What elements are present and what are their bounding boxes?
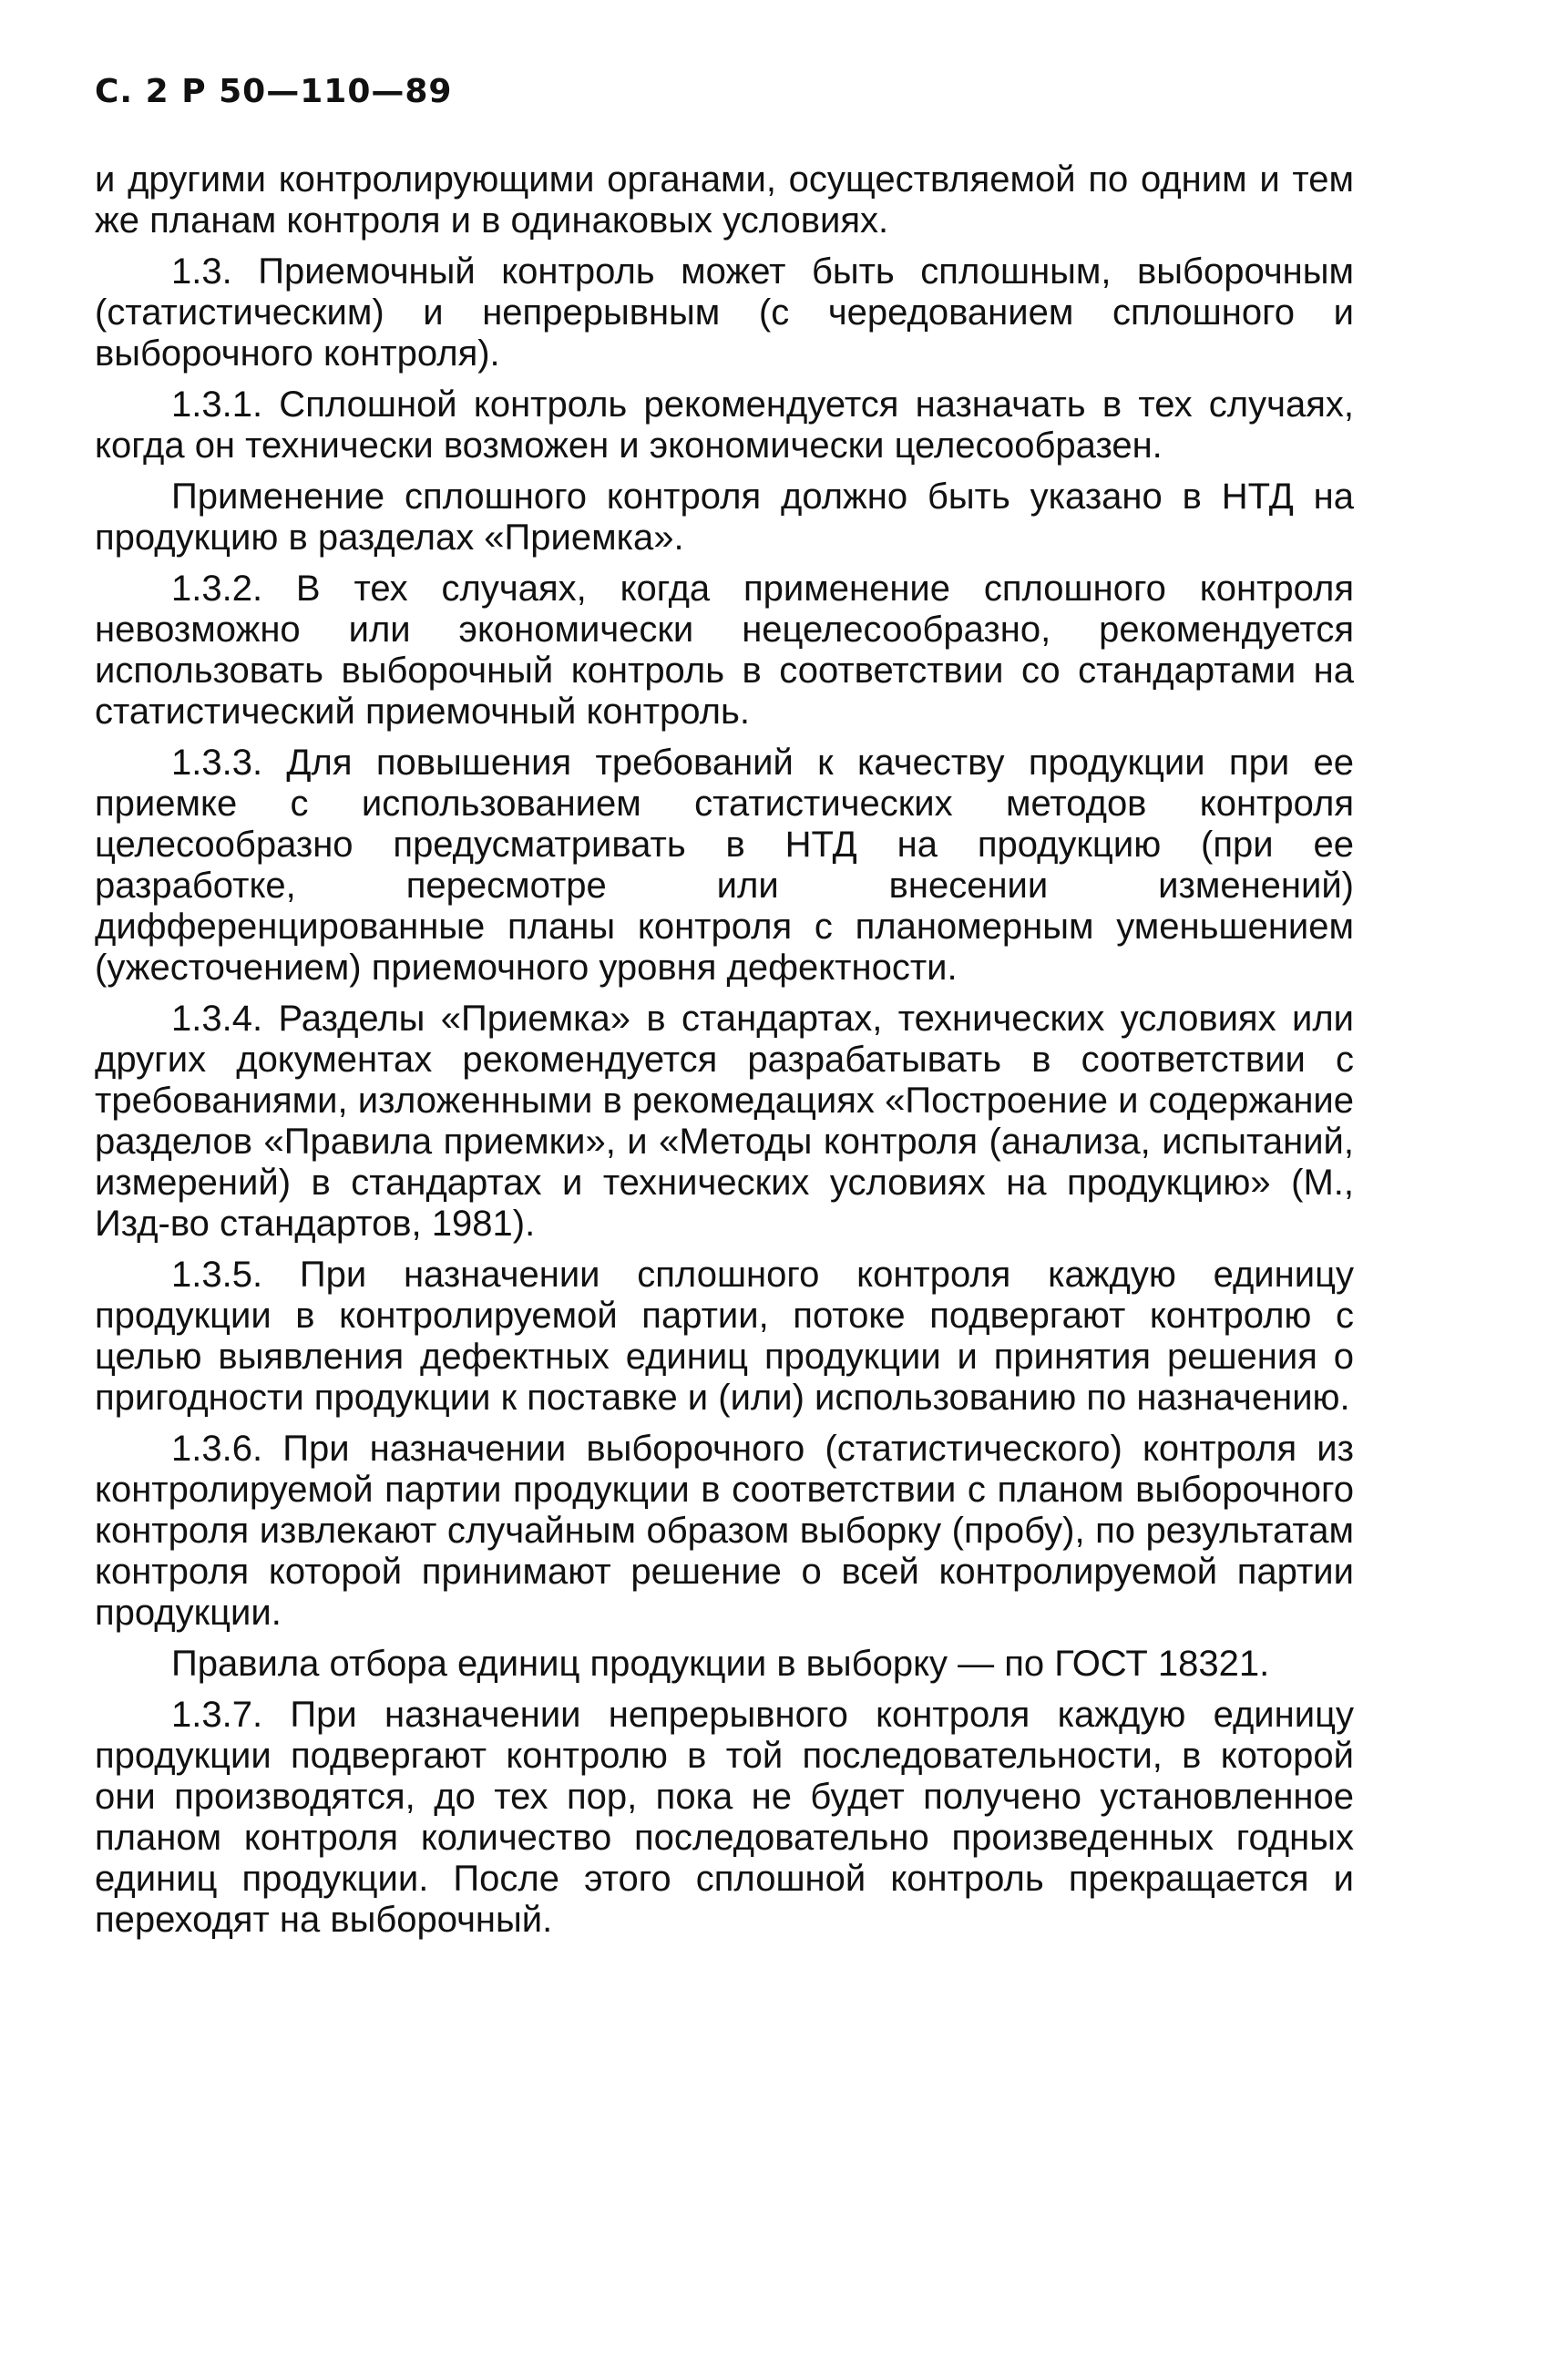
document-body xyxy=(95,159,1354,1951)
paragraph-1-3-6: 1.3.6. При назначении выборочного (статистического) контроля из контролируемой партии продукции в соответствии с планом выборочного контроля извлекают случайным образом выборку (пробу), по результатам контроля которой принимают решение о всей контролируемой партии продукции. xyxy=(95,1429,1354,1633)
paragraph-continuation: и другими контролирующими органами, осуществляемой по одним и тем же планам контроля и в одинаковых условиях. xyxy=(95,159,1354,241)
paragraph-1-3-1: 1.3.1. Сплошной контроль рекомендуется назначать в тех случаях, когда он технически возможен и экономически целесообразен. xyxy=(95,384,1354,466)
page-header: С. 2 Р 50—110—89 xyxy=(95,73,453,110)
paragraph-1-3: 1.3. Приемочный контроль может быть сплошным, выборочным (статистическим) и непрерывным (с чередованием сплошного и выборочного контроля). xyxy=(95,251,1354,374)
paragraph-1-3-3: 1.3.3. Для повышения требований к качеству продукции при ее приемке с использованием статистических методов контроля целесообразно предусматривать в НТД на продукцию (при ее разработке, пересмотре или внесении изменений) дифференцированные планы контроля с планомерным уменьшением (ужесточением) приемочного уровня дефектности. xyxy=(95,743,1354,988)
paragraph-sampling-rules: Правила отбора единиц продукции в выборку — по ГОСТ 18321. xyxy=(171,1644,1270,1684)
paragraph-1-3-7: 1.3.7. При назначении непрерывного контроля каждую единицу продукции подвергают контролю в той последовательности, в которой они производятся, до тех пор, пока не будет получено установленное планом контроля количество последовательно произведенных годных единиц продукции. После этого сплошной контроль прекращается и переходят на выборочный. xyxy=(95,1695,1354,1940)
paragraph-ntd-application: Применение сплошного контроля должно быть указано в НТД на продукцию в разделах «Приемка». xyxy=(95,477,1354,558)
paragraph-1-3-4: 1.3.4. Разделы «Приемка» в стандартах, технических условиях или других документах рекомендуется разрабатывать в соответствии с требованиями, изложенными в рекомедациях «Построение и содержание разделов «Правила приемки», и «Методы контроля (анализа, испытаний, измерений) в стандартах и технических условиях на продукцию» (М., Изд-во стандартов, 1981). xyxy=(95,999,1354,1244)
paragraph-1-3-5: 1.3.5. При назначении сплошного контроля каждую единицу продукции в контролируемой партии, потоке подвергают контролю с целью выявления дефектных единиц продукции и принятия решения о пригодности продукции к поставке и (или) использованию по назначению. xyxy=(95,1255,1354,1418)
paragraph-1-3-2: 1.3.2. В тех случаях, когда применение сплошного контроля невозможно или экономически нецелесообразно, рекомендуется использовать выборочный контроль в соответствии со стандартами на статистический приемочный контроль. xyxy=(95,569,1354,732)
